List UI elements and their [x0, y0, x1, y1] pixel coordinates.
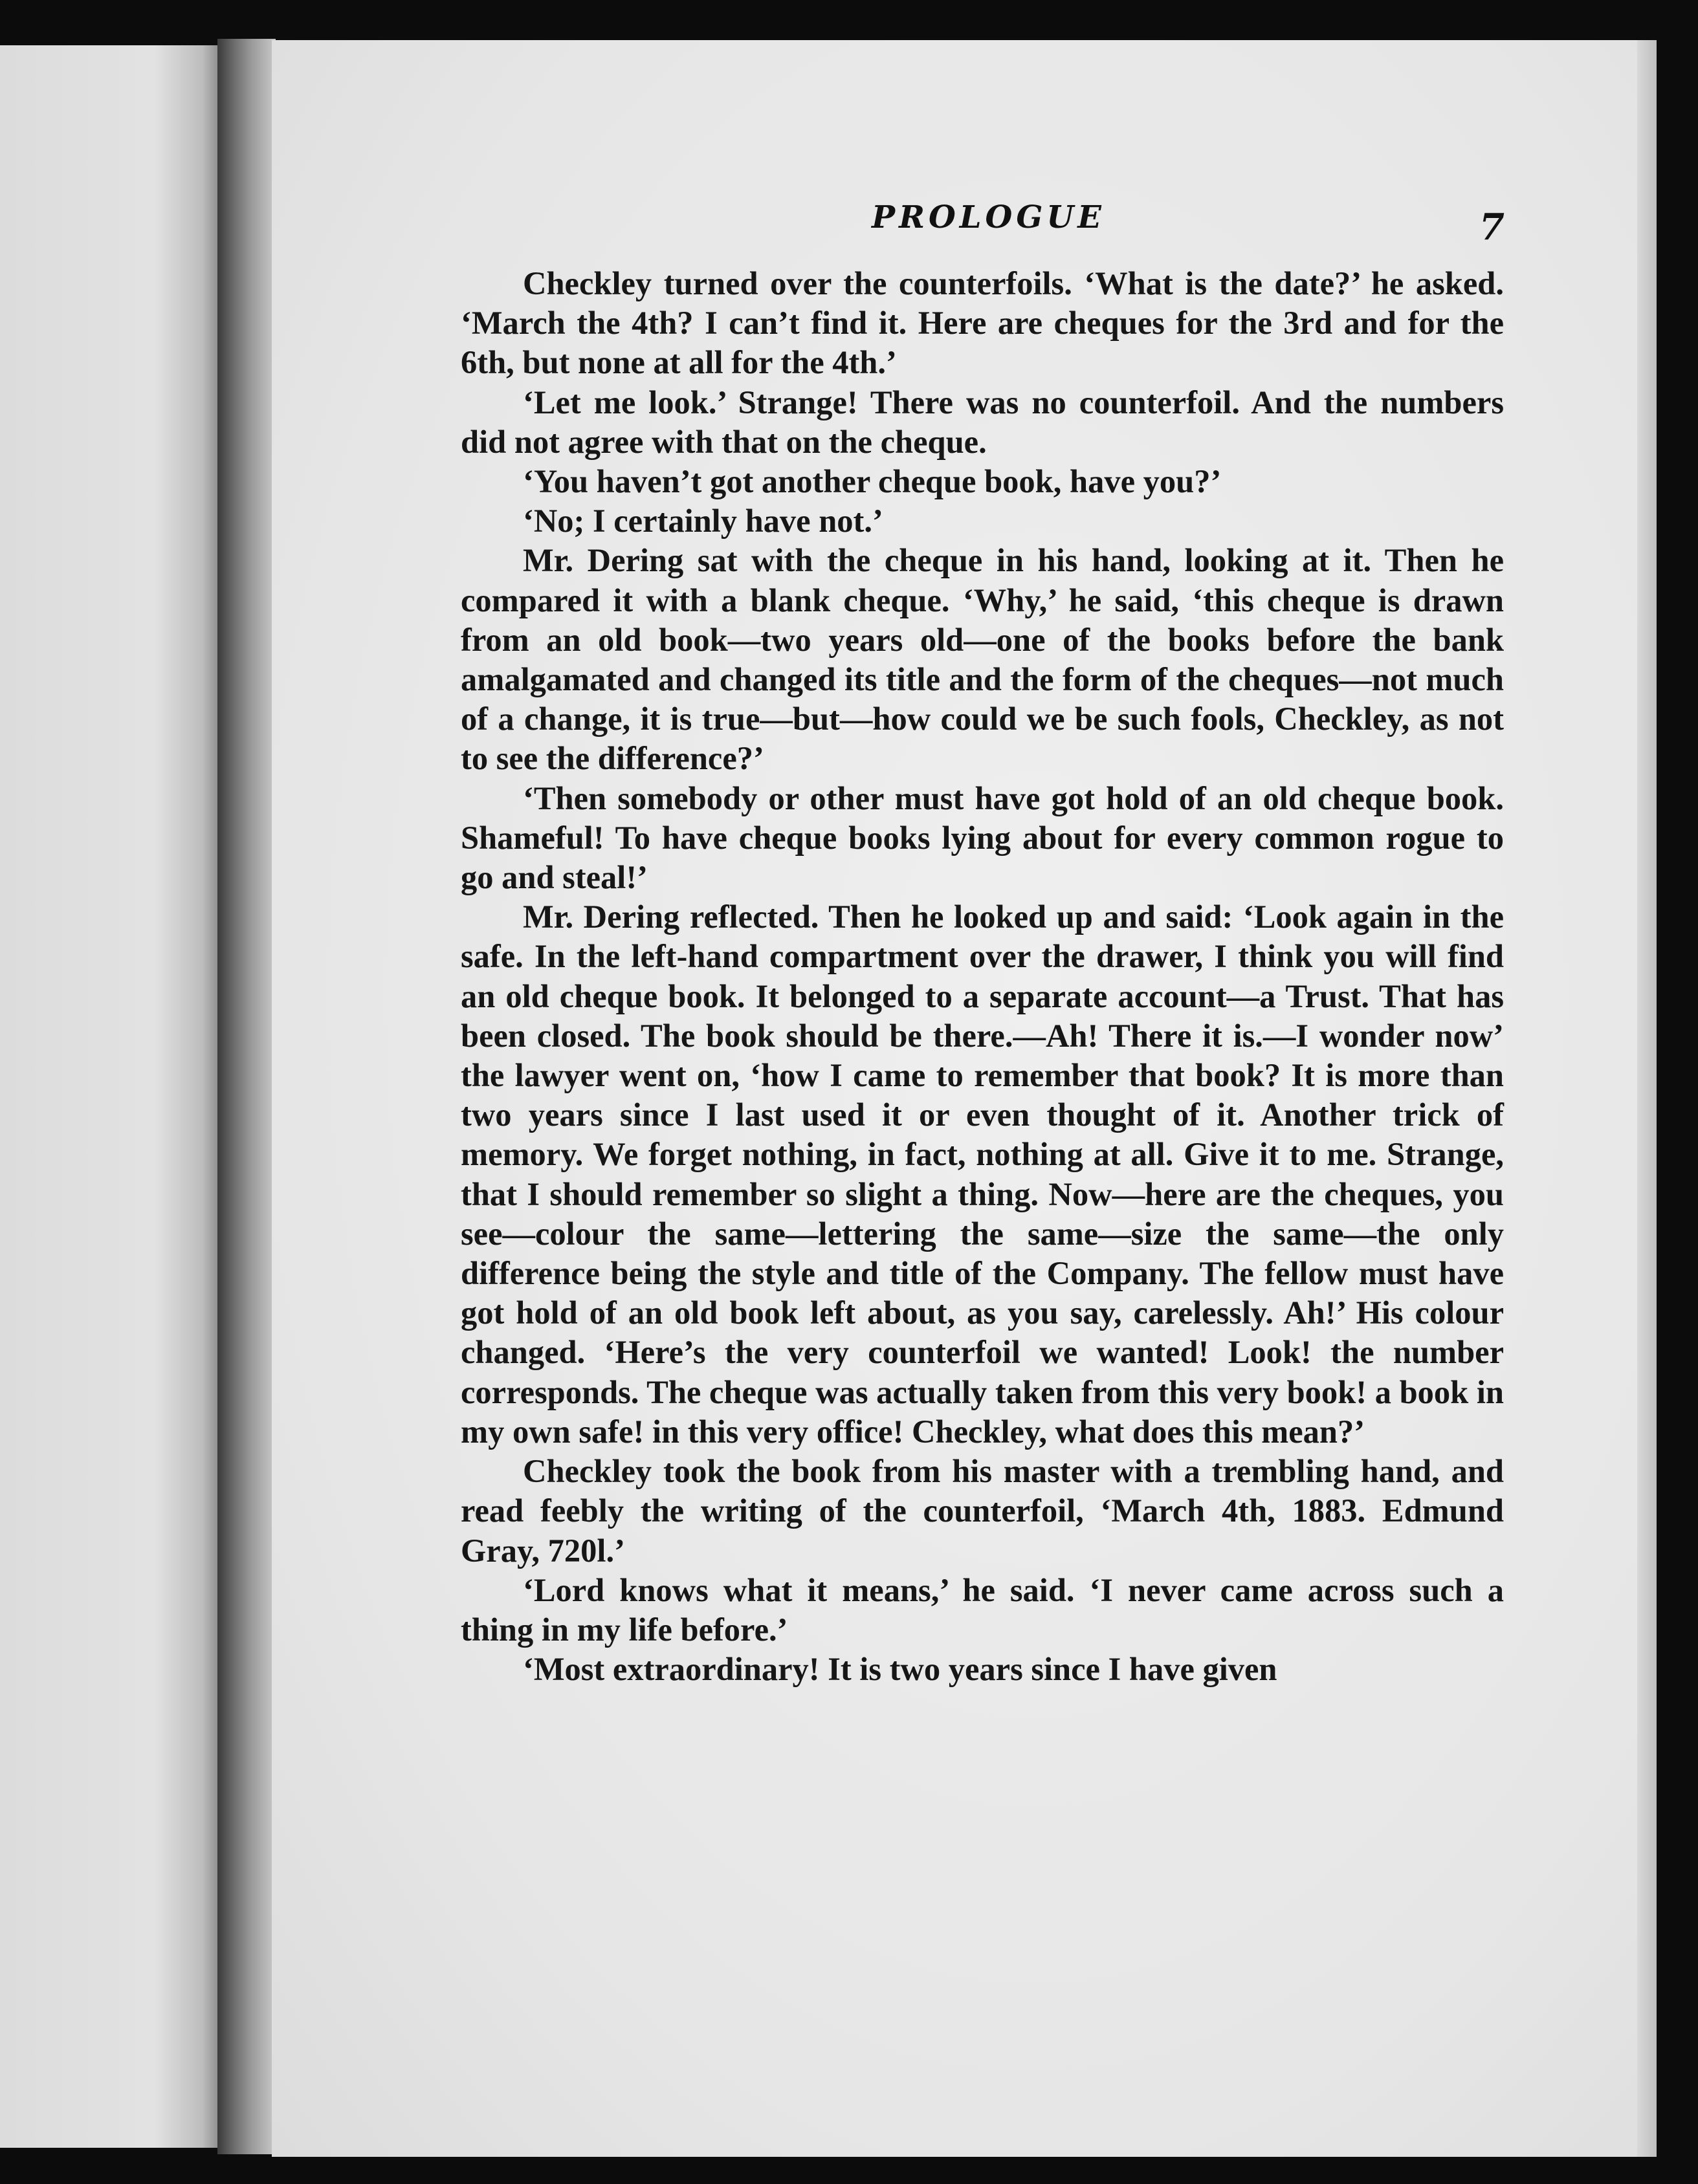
facing-page-edge — [0, 45, 220, 2148]
paragraph: Checkley took the book from his master with a trembling hand, and read feebly the writing of the counterfoil, ‘March 4th, 1883. Edmund Gray, 720l.’ — [461, 1453, 1504, 1569]
page-number: 7 — [1479, 206, 1505, 248]
paragraph: ‘Then somebody or other must have got hold of an old cheque book. Shameful! To have cheque books lying about for every common rogue to go and steal!’ — [461, 780, 1504, 896]
paragraph: Mr. Dering reflected. Then he looked up and said: ‘Look again in the safe. In the left-hand compartment over the drawer, I think you will find an old cheque book. It belonged to a separate account—a Trust. That has been closed. The book should be there.—Ah! There it is.—I wonder now’ the lawyer went on, ‘how I came to remember that book? It is more than two years since I last used it or even thought of it. Another trick of memory. We forget nothing, in fact, nothing at all. Give it to me. Strange, that I should remember so slight a thing. Now—here are the cheques, you see—colour the same—lettering the same—size the same—the only difference being the style and title of the Company. The fellow must have got hold of an old book left about, as you say, carelessly. Ah!’ His colour changed. ‘Here’s the very counterfoil we wanted! Look! the number corresponds. The cheque was actually taken from this very book! a book in my own safe! in this very office! Checkley, what does this mean?’ — [461, 899, 1504, 1450]
body-text — [461, 264, 1504, 1689]
paragraph: ‘Lord knows what it means,’ he said. ‘I never came across such a thing in my life before.’ — [461, 1571, 1504, 1648]
book-gutter-shadow — [217, 39, 276, 2154]
paragraph: Checkley turned over the counterfoils. ‘What is the date?’ he asked. ‘March the 4th? I can’t find it. Here are cheques for the 3rd and for the 6th, but none at all for the 4th.’ — [461, 265, 1504, 381]
paragraph: ‘Let me look.’ Strange! There was no counterfoil. And the numbers did not agree with that on the cheque. — [461, 384, 1504, 460]
paragraph: ‘Most extraordinary! It is two years since I have given — [523, 1651, 1277, 1688]
paragraph: ‘You haven’t got another cheque book, have you?’ — [523, 463, 1222, 500]
page-fore-edge — [1637, 40, 1657, 2157]
running-title: PROLOGUE — [872, 199, 1105, 235]
paragraph: ‘No; I certainly have not.’ — [523, 503, 883, 540]
paragraph: Mr. Dering sat with the cheque in his hand, looking at it. Then he compared it with a blank cheque. ‘Why,’ he said, ‘this cheque is drawn from an old book—two years old—one of the books before the bank amalgamated and changed its title and the form of the cheques—not much of a change, it is true—but—how could we be such fools, Checkley, as not to see the difference?’ — [461, 542, 1504, 777]
